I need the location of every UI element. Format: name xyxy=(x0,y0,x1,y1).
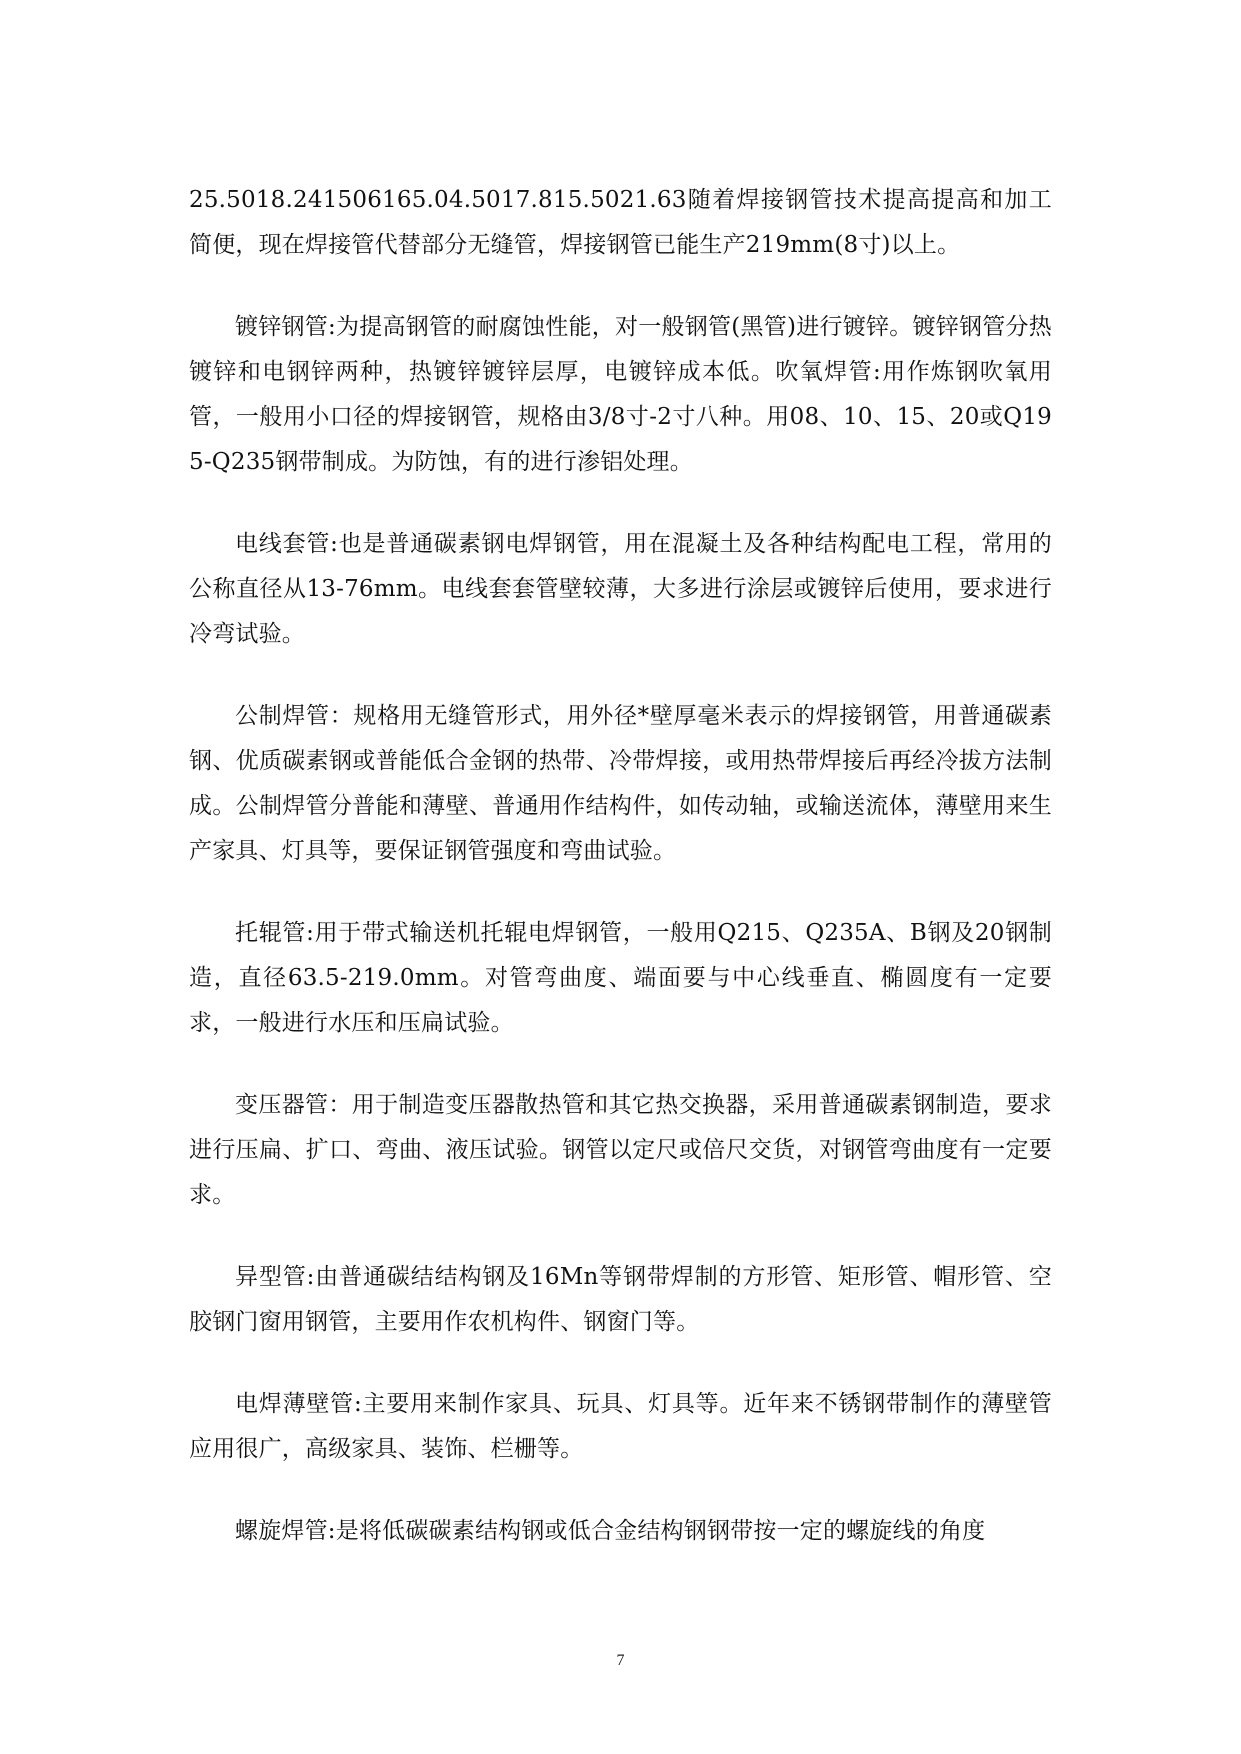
page-number: 7 xyxy=(616,1652,625,1669)
document-body xyxy=(189,178,1052,1591)
paragraph-conduit-pipe: 电线套管:也是普通碳素钢电焊钢管，用在混凝土及各种结构配电工程，常用的公称直径从13-76mm。电线套套管壁较薄，大多进行涂层或镀锌后使用，要求进行冷弯试验。 xyxy=(189,531,1052,647)
paragraph-special-shaped-pipe: 异型管:由普通碳结结构钢及16Mn等钢带焊制的方形管、矩形管、帽形管、空胶钢门窗用钢管，主要用作农机构件、钢窗门等。 xyxy=(189,1264,1052,1335)
paragraph-spiral-welded-pipe: 螺旋焊管:是将低碳碳素结构钢或低合金结构钢钢带按一定的螺旋线的角度 xyxy=(235,1518,986,1544)
paragraph-thin-wall-pipe: 电焊薄壁管:主要用来制作家具、玩具、灯具等。近年来不锈钢带制作的薄壁管应用很广，高级家具、装饰、栏栅等。 xyxy=(189,1391,1052,1462)
paragraph-idler-pipe: 托辊管:用于带式输送机托辊电焊钢管，一般用Q215、Q235A、B钢及20钢制造，直径63.5-219.0mm。对管弯曲度、端面要与中心线垂直、椭圆度有一定要求，一般进行水压和压扁试验。 xyxy=(189,920,1052,1036)
paragraph-welded-pipe-continuation: 25.5018.241506165.04.5017.815.5021.63随着焊接钢管技术提高提高和加工简便，现在焊接管代替部分无缝管，焊接钢管已能生产219mm(8寸)以上。 xyxy=(189,187,1052,258)
paragraph-metric-welded-pipe: 公制焊管：规格用无缝管形式，用外径*壁厚毫米表示的焊接钢管，用普通碳素钢、优质碳素钢或普能低合金钢的热带、冷带焊接，或用热带焊接后再经冷拔方法制成。公制焊管分普能和薄壁、普通用作结构件，如传动轴，或输送流体，薄壁用来生产家具、灯具等，要保证钢管强度和弯曲试验。 xyxy=(189,703,1052,864)
paragraph-galvanized-pipe: 镀锌钢管:为提高钢管的耐腐蚀性能，对一般钢管(黑管)进行镀锌。镀锌钢管分热镀锌和电钢锌两种，热镀锌镀锌层厚，电镀锌成本低。吹氧焊管:用作炼钢吹氧用管，一般用小口径的焊接钢管，规格由3/8寸-2寸八种。用08、10、15、20或Q195-Q235钢带制成。为防蚀，有的进行渗铝处理。 xyxy=(189,314,1052,475)
paragraph-transformer-pipe: 变压器管：用于制造变压器散热管和其它热交换器，采用普通碳素钢制造，要求进行压扁、扩口、弯曲、液压试验。钢管以定尺或倍尺交货，对钢管弯曲度有一定要求。 xyxy=(189,1092,1052,1208)
